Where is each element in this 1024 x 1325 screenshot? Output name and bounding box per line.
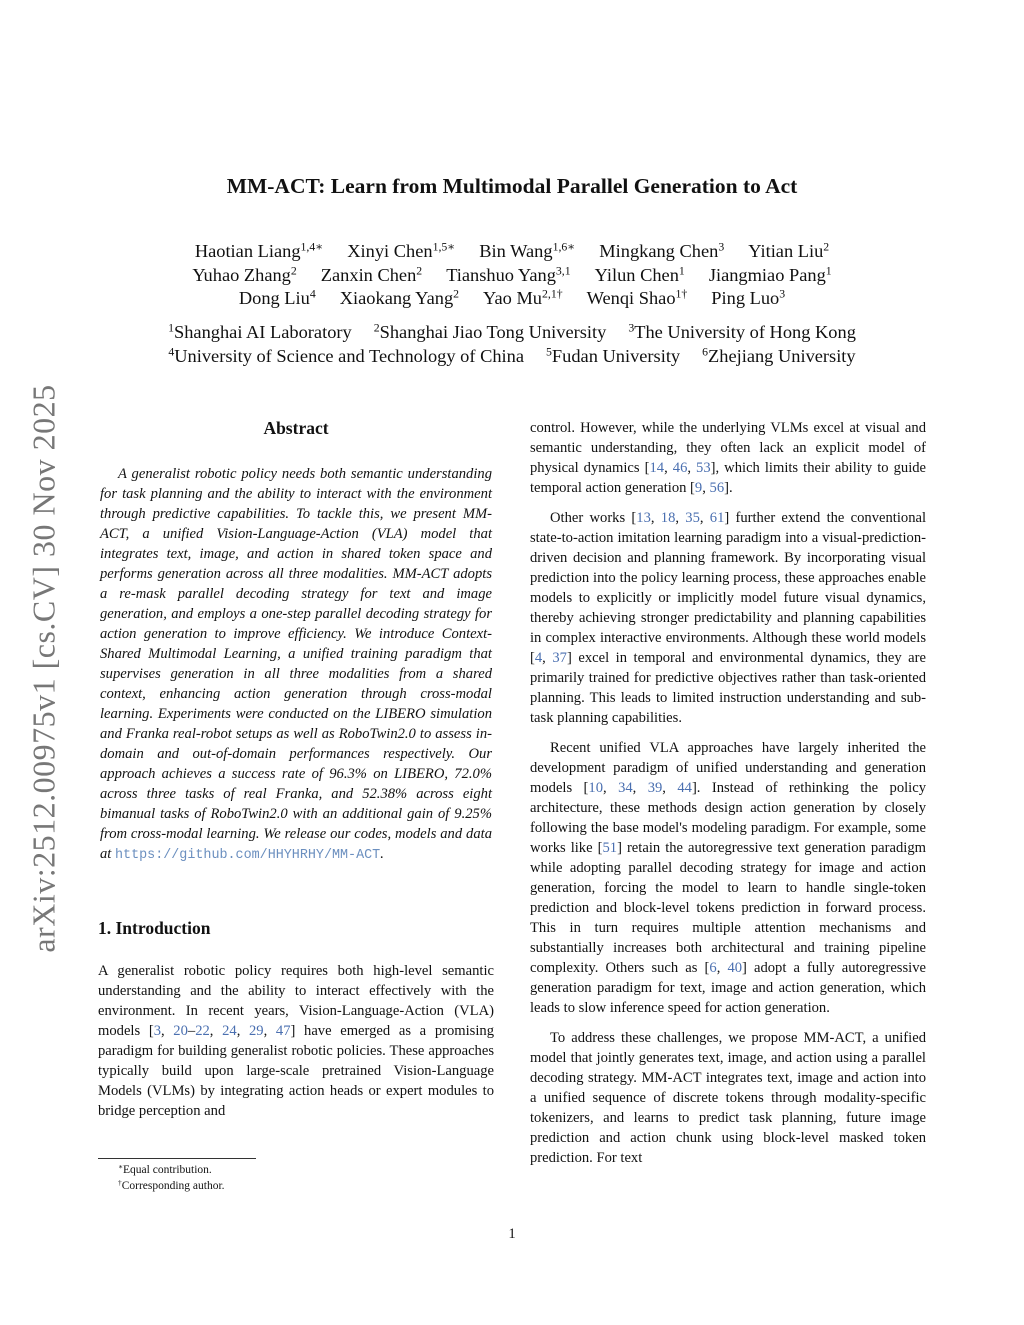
right-column [530, 418, 926, 1178]
affiliation [168, 320, 352, 344]
affiliation-mark: 1 [168, 321, 174, 335]
citation-link[interactable]: 56 [709, 480, 725, 496]
author [599, 240, 724, 264]
author-name: Wenqi Shao [586, 288, 676, 308]
citation-link[interactable]: 14 [649, 460, 665, 476]
author-affiliation-mark: 4 [309, 287, 316, 301]
author-affiliation-mark: 2 [453, 287, 460, 301]
author [483, 287, 563, 311]
text-run: To address these challenges, we propose MM-ACT, a unified model that jointly generates text, image, and action using a parallel decoding strategy. MM-ACT integrates text, image and action into a unified sequence of discrete tokens through modality-specific tokenizers, and learns to predict task planning, future image prediction and action chunk using block-level masked token prediction. For text [530, 1030, 926, 1166]
abstract-end: . [380, 846, 384, 862]
affiliation-line [100, 344, 924, 368]
text-run: ] adopt a fully autoregressive generation paradigm for text, image and action generation, which leads to slow inference speed for action generation. [530, 960, 926, 1016]
affiliation-mark: 3 [628, 321, 635, 335]
affiliation-mark: 2 [373, 321, 380, 335]
author-name: Xinyi Chen [347, 241, 433, 261]
author-name: Haotian Liang [194, 241, 301, 261]
author [239, 287, 316, 311]
affiliation [168, 344, 524, 368]
text-run: , [687, 460, 697, 476]
text-run: , [650, 510, 661, 526]
author-affiliation-mark: 1,4∗ [300, 240, 324, 254]
footnote-mark: † [118, 1177, 122, 1187]
footnote [98, 1162, 494, 1178]
affiliation [628, 320, 856, 344]
citation-link[interactable]: 51 [602, 840, 618, 856]
abstract-body [98, 464, 494, 866]
paragraph [98, 961, 494, 1121]
author-name: Xiaokang Yang [339, 288, 454, 308]
code-link[interactable]: https://github.com/HHYHRHY/MM-ACT [115, 848, 381, 863]
paragraph [530, 508, 926, 728]
section-heading-introduction: 1. Introduction [98, 918, 211, 938]
page-number: 1 [508, 1226, 516, 1242]
abstract-heading: Abstract [263, 418, 329, 438]
author-list [110, 240, 914, 311]
intro-left-text [98, 961, 494, 1121]
citation-link[interactable]: 47 [275, 1023, 291, 1039]
author-name: Zanxin Chen [320, 264, 417, 285]
text-run: , [702, 480, 710, 496]
author-affiliation-mark: 2 [416, 264, 423, 278]
text-run: , [160, 1023, 174, 1039]
text-run: – [187, 1023, 196, 1039]
text-run: , [263, 1023, 276, 1039]
citation-link[interactable]: 10 [588, 780, 604, 796]
citation-link[interactable]: 24 [222, 1023, 237, 1039]
text-run: ] further extend the conventional state-to-action imitation learning paradigm into a visual-prediction-driven decision and planning framework. By incorporating visual prediction into the policy learning process, these approaches enable models to explicitly or implicitly model future visual dynamics, thereby achieving stronger predictability and planning capabilities in complex interactive environments. Although these world models [ [530, 510, 927, 666]
affiliation-name: Shanghai AI Laboratory [173, 322, 352, 342]
arxiv-stamp [22, 378, 66, 958]
paragraph [530, 418, 926, 498]
citation-link[interactable]: 9 [694, 480, 703, 496]
citation-link[interactable]: 29 [249, 1023, 264, 1039]
citation-link[interactable]: 61 [709, 510, 725, 526]
affiliation [546, 344, 680, 368]
text-run: Recent unified VLA approaches have largely inherited the development paradigm of unified understanding and generation models [ [530, 740, 926, 796]
citation-link[interactable]: 35 [685, 510, 700, 526]
affiliation-list [100, 320, 924, 368]
paragraph [530, 1028, 926, 1168]
author-affiliation-mark: 1,5∗ [432, 240, 456, 254]
text-run: A generalist robotic policy requires both high-level semantic understanding and the ability to interact effectively with the environment. In recent years, Vision-Language-Action (VLA) models [ [98, 963, 494, 1039]
affiliation-mark: 4 [168, 345, 175, 359]
text-run: ], which limits their ability to guide temporal action generation [ [530, 460, 927, 496]
affiliation-name: Shanghai Jiao Tong University [379, 322, 607, 342]
author [192, 264, 296, 288]
citation-link[interactable]: 18 [660, 510, 676, 526]
citation-link[interactable]: 53 [696, 460, 711, 476]
author-name: Bin Wang [479, 241, 553, 261]
author [595, 264, 685, 288]
text-run: , [716, 960, 728, 976]
author [587, 287, 688, 311]
author [748, 240, 829, 264]
text-run: , [675, 510, 686, 526]
affiliation-name: University of Science and Technology of China [174, 346, 525, 366]
citation-link[interactable]: 44 [677, 780, 692, 796]
text-run: ] excel in temporal and environmental dynamics, they are primarily trained for predictive objectives rather than task-oriented planning. This leads to limited instruction understanding and sub-task planning capabilities. [530, 650, 926, 726]
citation-link[interactable]: 13 [636, 510, 651, 526]
author-name: Yitian Liu [748, 241, 824, 261]
affiliation [702, 344, 856, 368]
author-affiliation-mark: 3,1 [555, 264, 571, 278]
text-run: , [699, 510, 710, 526]
text-run: ]. Instead of rethinking the policy architecture, these methods design action generation by closely following the base model's modeling paradigm. For example, some works like [ [530, 780, 927, 856]
author-affiliation-mark: 2 [823, 240, 830, 254]
affiliation-name: Zhejiang University [708, 346, 856, 366]
citation-link[interactable]: 34 [618, 780, 633, 796]
author-name: Mingkang Chen [599, 241, 719, 261]
author [709, 264, 832, 288]
footnote-text: Equal contribution. [123, 1164, 212, 1176]
author-name: Yuhao Zhang [192, 264, 291, 285]
affiliation-mark: 6 [702, 345, 709, 359]
arxiv-id: arXiv:2512.00975v1 [cs.CV] 30 Nov 2025 [25, 383, 62, 953]
author [321, 264, 422, 288]
affiliation [374, 320, 607, 344]
author [711, 287, 785, 311]
citation-link[interactable]: 37 [552, 650, 567, 666]
author-name: Tianshuo Yang [446, 264, 556, 285]
author-name: Ping Luo [711, 288, 780, 308]
citation-link[interactable]: 20 [173, 1023, 188, 1039]
citation-link[interactable]: 22 [195, 1023, 210, 1039]
author-affiliation-mark: 1 [825, 264, 832, 278]
citation-link[interactable]: 4 [534, 650, 543, 666]
text-run: Other works [ [550, 510, 637, 526]
text-run: , [662, 780, 678, 796]
footnotes [98, 1158, 494, 1194]
text-run: , [209, 1023, 223, 1039]
text-run: ]. [724, 480, 733, 496]
affiliation-line [100, 320, 924, 344]
author-affiliation-mark: 1,6∗ [552, 240, 576, 254]
author-name: Yilun Chen [594, 264, 679, 285]
citation-link[interactable]: 3 [153, 1023, 161, 1039]
author-affiliation-mark: 3 [779, 287, 786, 301]
author-affiliation-mark: 2 [290, 264, 297, 278]
text-run: ] retain the autoregressive text generation paradigm while adopting parallel decoding strategy for image and action generation, forcing the model to learn to handle single-token prediction and block-level tokens prediction in forward process. This in turn requires multiple attention mechanisms and substantially increases both architectural and training pipeline complexity. Others such as [ [530, 840, 926, 976]
affiliation-name: Fudan University [551, 346, 681, 366]
author [347, 240, 455, 264]
author-affiliation-mark: 1 [678, 264, 685, 278]
author-line [110, 287, 914, 311]
footnote [98, 1178, 494, 1194]
text-run: ] have emerged as a promising paradigm for building generalist robotic policies. These approaches typically build upon large-scale pretrained Vision-Language Models (VLMs) by integrating action heads or expert modules to bridge perception and [98, 1023, 495, 1119]
text-run: control. However, while the underlying VLMs excel at visual and semantic understanding, they often lack an explicit model of physical dynamics [ [530, 420, 926, 476]
author [195, 240, 323, 264]
left-column [98, 418, 494, 1131]
paragraph [530, 738, 926, 1018]
text-run: , [603, 780, 619, 796]
text-run: , [542, 650, 553, 666]
author [446, 264, 570, 288]
author-name: Dong Liu [238, 288, 310, 308]
citation-link[interactable]: 39 [647, 780, 663, 796]
footnote-text: Corresponding author. [121, 1180, 225, 1192]
author-affiliation-mark: 1† [675, 287, 688, 301]
author-name: Jiangmiao Pang [708, 264, 826, 285]
author-line [110, 264, 914, 288]
affiliation-name: The University of Hong Kong [634, 322, 856, 342]
author-affiliation-mark: 3 [718, 240, 725, 254]
citation-link[interactable]: 40 [727, 960, 743, 976]
text-run: , [664, 460, 673, 476]
citation-link[interactable]: 46 [672, 460, 688, 476]
paper-title: MM-ACT: Learn from Multimodal Parallel Generation to Act [226, 174, 798, 198]
text-run: , [236, 1023, 249, 1039]
abstract-text: A generalist robotic policy needs both semantic understanding for task planning and the ability to interact with the environment through predictive capabilities. To tackle this, we present MM-ACT, a unified Vision-Language-Action (VLA) model that integrates text, image, and action in shared token space and performs generation across all three modalities. MM-ACT adopts a re-mask parallel decoding strategy for text and image generation, and employs a one-step parallel decoding strategy for action generation to improve efficiency. We introduce Context-Shared Multimodal Learning, a unified training paradigm that supervises generation in all three modalities from a shared context, enhancing action generation through cross-modal learning. Experiments were conducted on the LIBERO simulation and Franka real-robot setups as well as RoboTwin2.0 to assess in-domain and out-of-domain performances respectively. Our approach achieves a success rate of 96.3% on LIBERO, 72.0% across three tasks of real Franka, and 52.38% across eight bimanual tasks of RoboTwin2.0 with an additional gain of 9.25% from cross-modal learning. We release our codes, models and data at [100, 466, 492, 862]
footnote-rule [98, 1158, 256, 1159]
text-run: , [632, 780, 648, 796]
author [340, 287, 459, 311]
citation-link[interactable]: 6 [709, 960, 717, 976]
author-line [110, 240, 914, 264]
author-affiliation-mark: 2,1† [542, 287, 563, 301]
author-name: Yao Mu [483, 288, 542, 308]
affiliation-mark: 5 [546, 345, 552, 359]
footnote-mark: ∗ [118, 1161, 124, 1171]
author [479, 240, 575, 264]
